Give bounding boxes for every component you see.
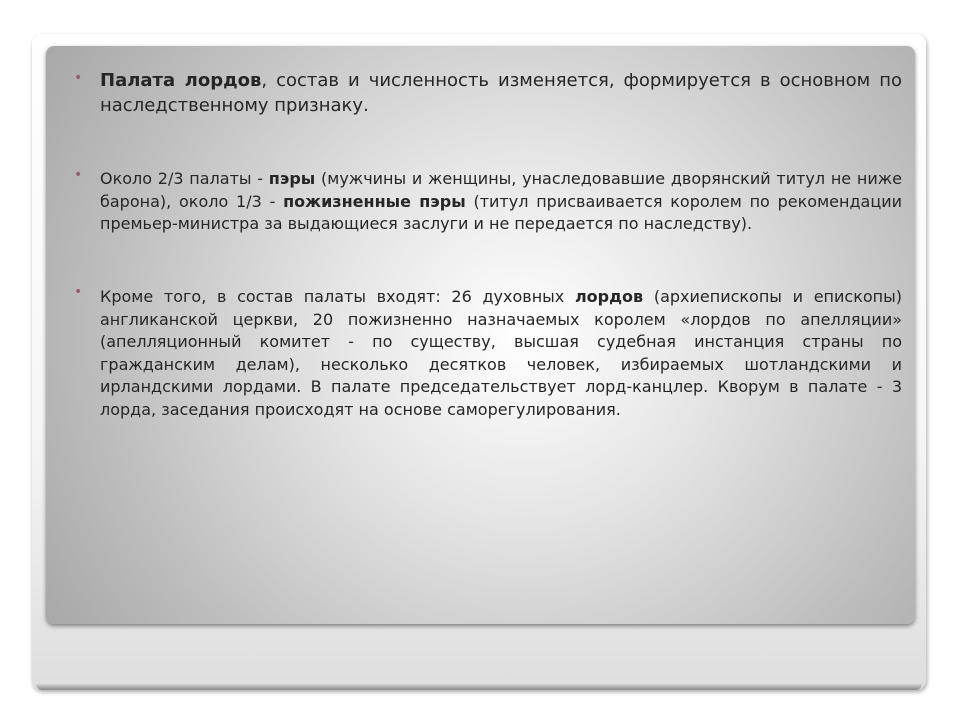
bullet-text-part: Кроме того, в состав палаты входят: 26 духовных xyxy=(100,287,575,306)
bullet-bold-term: пэры xyxy=(268,169,316,188)
bullet-text-part: (мужчины и женщины, унаследовавшие дворянский титул не ниже барона), около 1/3 - xyxy=(100,169,903,211)
bullet-bold-lead: Палата лордов xyxy=(100,70,262,91)
bullet-item-house-of-lords xyxy=(74,68,903,118)
bullet-text-part: Около 2/3 палаты - xyxy=(100,169,269,188)
bullet-marker: • xyxy=(74,70,83,86)
bullet-text-part: (титул присваивается королем по рекомендации премьер-министра за выдающиеся заслуги и не передается по наследству). xyxy=(100,191,903,233)
bullet-item-composition xyxy=(74,284,903,421)
bullet-text: , состав и численность изменяется, формируется в основном по наследственному признаку. xyxy=(100,70,903,116)
bullet-item-peers xyxy=(74,167,903,236)
bullet-marker: • xyxy=(74,284,83,300)
bullet-marker: • xyxy=(74,167,83,183)
bullet-text-part: (архиепископы и епископы) англиканской церкви, 20 пожизненно назначаемых королем «лордов по апелляции» (апелляционный комитет - по существу, высшая судебная инстанция страны по гражданским делам), несколько десятков человек, избираемых шотландскими и ирландскими лордами. В палате председательствует лорд-канцлер. Кворум в палате - 3 лорда, заседания происходят на основе саморегулирования. xyxy=(100,287,903,419)
bullet-bold-term: пожизненные пэры xyxy=(283,191,466,211)
bullet-bold-term: лордов xyxy=(574,287,644,306)
